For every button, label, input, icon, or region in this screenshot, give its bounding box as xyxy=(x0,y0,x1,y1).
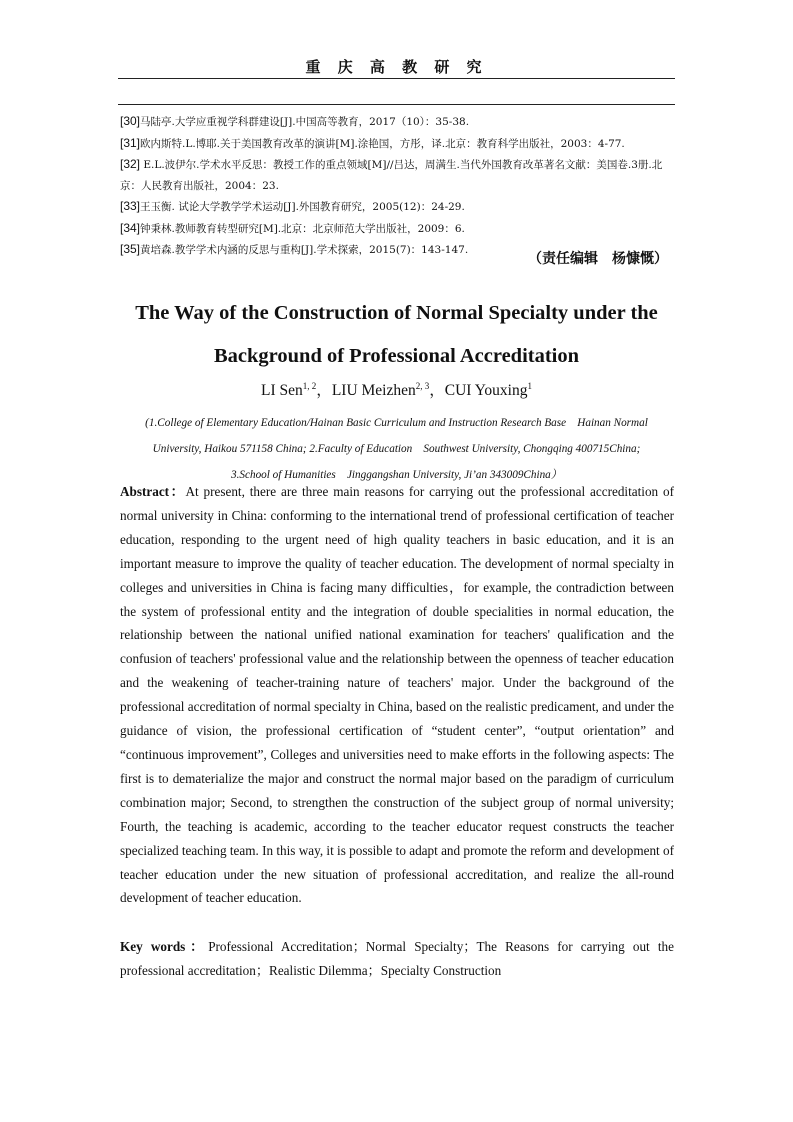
keywords xyxy=(120,935,674,983)
abstract-label: Abstract： xyxy=(120,484,186,499)
keywords-text: Professional Accreditation；Normal Specialty；The Reasons for carrying out the professional accreditation；Realistic Dilemma；Specialty Construction xyxy=(120,939,674,978)
author-separator: ， xyxy=(429,382,445,399)
reference-item: [31]欧内斯特.L.博耶.关于美国教育改革的演讲[M].涂艳国，方彤，译.北京：教育科学出版社，2003：4-77. xyxy=(120,135,625,150)
author-name: CUI Youxing xyxy=(444,382,528,399)
references-rule xyxy=(118,104,675,105)
author-name: LIU Meizhen xyxy=(331,382,416,399)
article-title xyxy=(100,292,693,378)
author-list xyxy=(100,378,693,400)
reference-item: [33]王玉衡. 试论大学教学学术运动[J].外国教育研究，2005(12)：24-29. xyxy=(120,199,465,213)
affiliation-line: (1.College of Elementary Education/Hainan Basic Curriculum and Instruction Research Base Hainan Normal xyxy=(145,417,648,429)
author-name: LI Sen xyxy=(261,382,303,399)
affiliation-line: 3.School of Humanities Jinggangshan University, Ji’an 343009China） xyxy=(231,469,562,481)
affiliation-line: University, Haikou 571158 China; 2.Faculty of Education Southwest University, Chongqing 400715China; xyxy=(152,443,641,455)
affiliations xyxy=(118,410,675,488)
title-line-2: Background of Professional Accreditation xyxy=(213,345,580,367)
reference-item: [30]马陆亭.大学应重视学科群建设[J].中国高等教育，2017（10）：35-38. xyxy=(120,114,470,128)
author-affil-mark: 2, 3 xyxy=(415,380,430,391)
abstract xyxy=(120,480,674,910)
keywords-label: Key words： xyxy=(120,939,209,954)
reference-item: [35]黄培森.教学学术内涵的反思与重构[J].学术探索，2015(7)：143-147. xyxy=(120,242,469,256)
author-affil-mark: 1, 2 xyxy=(302,380,317,391)
title-line-1: The Way of the Construction of Normal Specialty under the xyxy=(135,302,658,324)
author-separator: ， xyxy=(316,382,332,399)
responsible-editor: （责任编辑 杨慷慨） xyxy=(528,251,668,267)
reference-item: [32] E.L.波伊尔.学术水平反思：教授工作的重点领域[M]//吕达，周满生.当代外国教育改革著名文献：美国卷.3册.北京：人民教育出版社，2004：23. xyxy=(120,157,663,192)
reference-list xyxy=(120,111,676,261)
journal-header: 重 庆 高 教 研 究 xyxy=(305,58,488,76)
abstract-text: At present, there are three main reasons for carrying out the professional accreditation of normal university in China: conforming to the international trend of professional certification of teacher education, responding to the urgent need of high quality teachers in basic education, and it is an important measure to improve the quality of teacher education. The development of normal specialty in colleges and universities in China is facing many difficulties，for example, the contradiction between the system of professional entity and the integration of double specialities in normal education, the relationship between the national unified national examination for teachers' qualification and the confusion of teachers' professional value and the relationship between the openness of teacher education and the weakening of teacher-training nature of teachers' major. Under the background of the professional accreditation of normal specialty in China, based on the realistic predicament, and under the guidance of vision, the professional certification of “student center”, “output orientation” and “continuous improvement”, Colleges and universities need to make efforts in the following aspects: The first is to dematerialize the major and construct the normal major based on the paradigm of curriculum combination major; Second, to strengthen the construction of the subject group of normal university; Fourth, the teaching is academic, according to the teacher educator request constructs the teacher specialized teaching team. In this way, it is possible to adapt and promote the reform and development of teacher education under the new situation of professional accreditation, and realize the all-round development of teacher education. xyxy=(120,484,674,906)
reference-item: [34]钟秉林.教师教育转型研究[M].北京：北京师范大学出版社，2009：6. xyxy=(120,220,465,235)
header-rule xyxy=(118,78,675,79)
author-affil-mark: 1 xyxy=(527,380,532,391)
